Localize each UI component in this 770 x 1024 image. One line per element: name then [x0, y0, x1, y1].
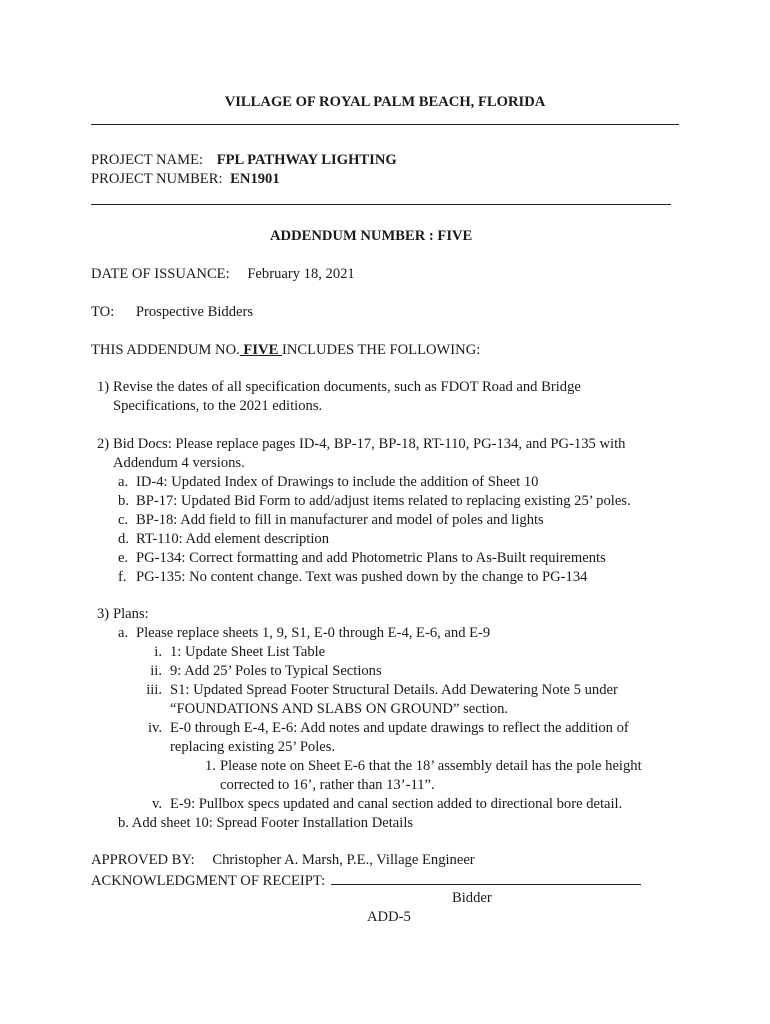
project-name-value: FPL PATHWAY LIGHTING	[216, 152, 397, 168]
item3-iv-mark: iv.	[147, 720, 162, 736]
project-number-value: EN1901	[230, 171, 280, 187]
item3-iii-mark: iii.	[146, 682, 162, 698]
date-value: February 18, 2021	[247, 266, 355, 282]
intro-pre: THIS ADDENDUM NO.	[91, 342, 240, 358]
intro-line	[91, 341, 480, 360]
item1-line2: Specifications, to the 2021 editions.	[113, 398, 323, 414]
item2-sub-text: BP-17: Updated Bid Form to add/adjust items related to replacing existing 25’ poles.	[136, 493, 631, 509]
item2-sub-mark: f.	[118, 569, 127, 585]
item2-sub-mark: c.	[118, 512, 129, 528]
item3-v-mark: v.	[152, 796, 162, 812]
item3-iii-line2: “FOUNDATIONS AND SLABS ON GROUND” section.	[170, 701, 509, 717]
approved-row	[91, 851, 475, 870]
header-rule-top	[91, 124, 679, 125]
item2-sub-mark: a.	[118, 474, 129, 490]
item3-iv-line2: replacing existing 25’ Poles.	[170, 739, 336, 755]
intro-post: INCLUDES THE FOLLOWING:	[281, 342, 481, 358]
item2-sub-mark: e.	[118, 550, 129, 566]
item2-sub-text: ID-4: Updated Index of Drawings to include the addition of Sheet 10	[136, 474, 539, 490]
item3-iii-line1: S1: Updated Spread Footer Structural Details. Add Dewatering Note 5 under	[170, 682, 618, 698]
item3-note1-line1: Please note on Sheet E-6 that the 18’ assembly detail has the pole height	[220, 758, 642, 774]
item2-sub-text: PG-135: No content change. Text was pushed down by the change to PG-134	[136, 569, 588, 585]
date-row	[91, 265, 355, 284]
item3-a-text: Please replace sheets 1, 9, S1, E-0 through E-4, E-6, and E-9	[136, 625, 491, 641]
ack-row	[91, 870, 641, 891]
item2-sub-text: PG-134: Correct formatting and add Photometric Plans to As-Built requirements	[136, 550, 606, 566]
item3-v-text: E-9: Pullbox specs updated and canal section added to directional bore detail.	[170, 796, 623, 812]
to-row	[91, 303, 253, 322]
item2-sub-text: RT-110: Add element description	[136, 531, 330, 547]
date-label: DATE OF ISSUANCE:	[91, 266, 230, 282]
project-number-label: PROJECT NUMBER:	[91, 171, 223, 187]
signature-line[interactable]	[331, 870, 641, 885]
item3-i-mark: i.	[154, 644, 162, 660]
intro-number: FIVE	[239, 342, 282, 358]
item3-label: Plans:	[113, 606, 149, 622]
item1-line1: Revise the dates of all specification documents, such as FDOT Road and Bridge	[113, 379, 581, 395]
addendum-heading: ADDENDUM NUMBER : FIVE	[270, 228, 473, 244]
item3-iv-line1: E-0 through E-4, E-6: Add notes and update drawings to reflect the addition of	[170, 720, 629, 736]
project-name-row	[91, 151, 397, 170]
project-number-row	[91, 170, 280, 189]
bidder-label: Bidder	[452, 890, 492, 906]
item3-b-text: b. Add sheet 10: Spread Footer Installation Details	[118, 815, 414, 831]
item3-note1-mark: 1.	[205, 758, 216, 774]
document-title: VILLAGE OF ROYAL PALM BEACH, FLORIDA	[224, 94, 546, 110]
to-value: Prospective Bidders	[135, 304, 254, 320]
item2-line1: Bid Docs: Please replace pages ID-4, BP-17, BP-18, RT-110, PG-134, and PG-135 with	[113, 436, 626, 452]
item3-a-mark: a.	[118, 625, 129, 641]
to-label: TO:	[91, 304, 115, 320]
item3-ii-text: 9: Add 25’ Poles to Typical Sections	[170, 663, 382, 679]
header-rule-bottom	[91, 204, 671, 205]
item2-sub-mark: b.	[118, 493, 129, 509]
item3-note1-line2: corrected to 16’, rather than 13’-11”.	[220, 777, 435, 793]
approved-value: Christopher A. Marsh, P.E., Village Engineer	[212, 852, 475, 868]
approved-label: APPROVED BY:	[91, 852, 195, 868]
item2-line2: Addendum 4 versions.	[113, 455, 245, 471]
page-label: ADD-5	[367, 909, 411, 925]
item2-number: 2)	[97, 436, 110, 452]
item2-sub-mark: d.	[118, 531, 129, 547]
item3-ii-mark: ii.	[150, 663, 162, 679]
project-name-label: PROJECT NAME:	[91, 152, 204, 168]
item1-number: 1)	[97, 379, 110, 395]
ack-label: ACKNOWLEDGMENT OF RECEIPT:	[91, 873, 326, 889]
item2-sub-text: BP-18: Add field to fill in manufacturer and model of poles and lights	[136, 512, 544, 528]
item3-number: 3)	[97, 606, 110, 622]
item3-i-text: 1: Update Sheet List Table	[170, 644, 326, 660]
